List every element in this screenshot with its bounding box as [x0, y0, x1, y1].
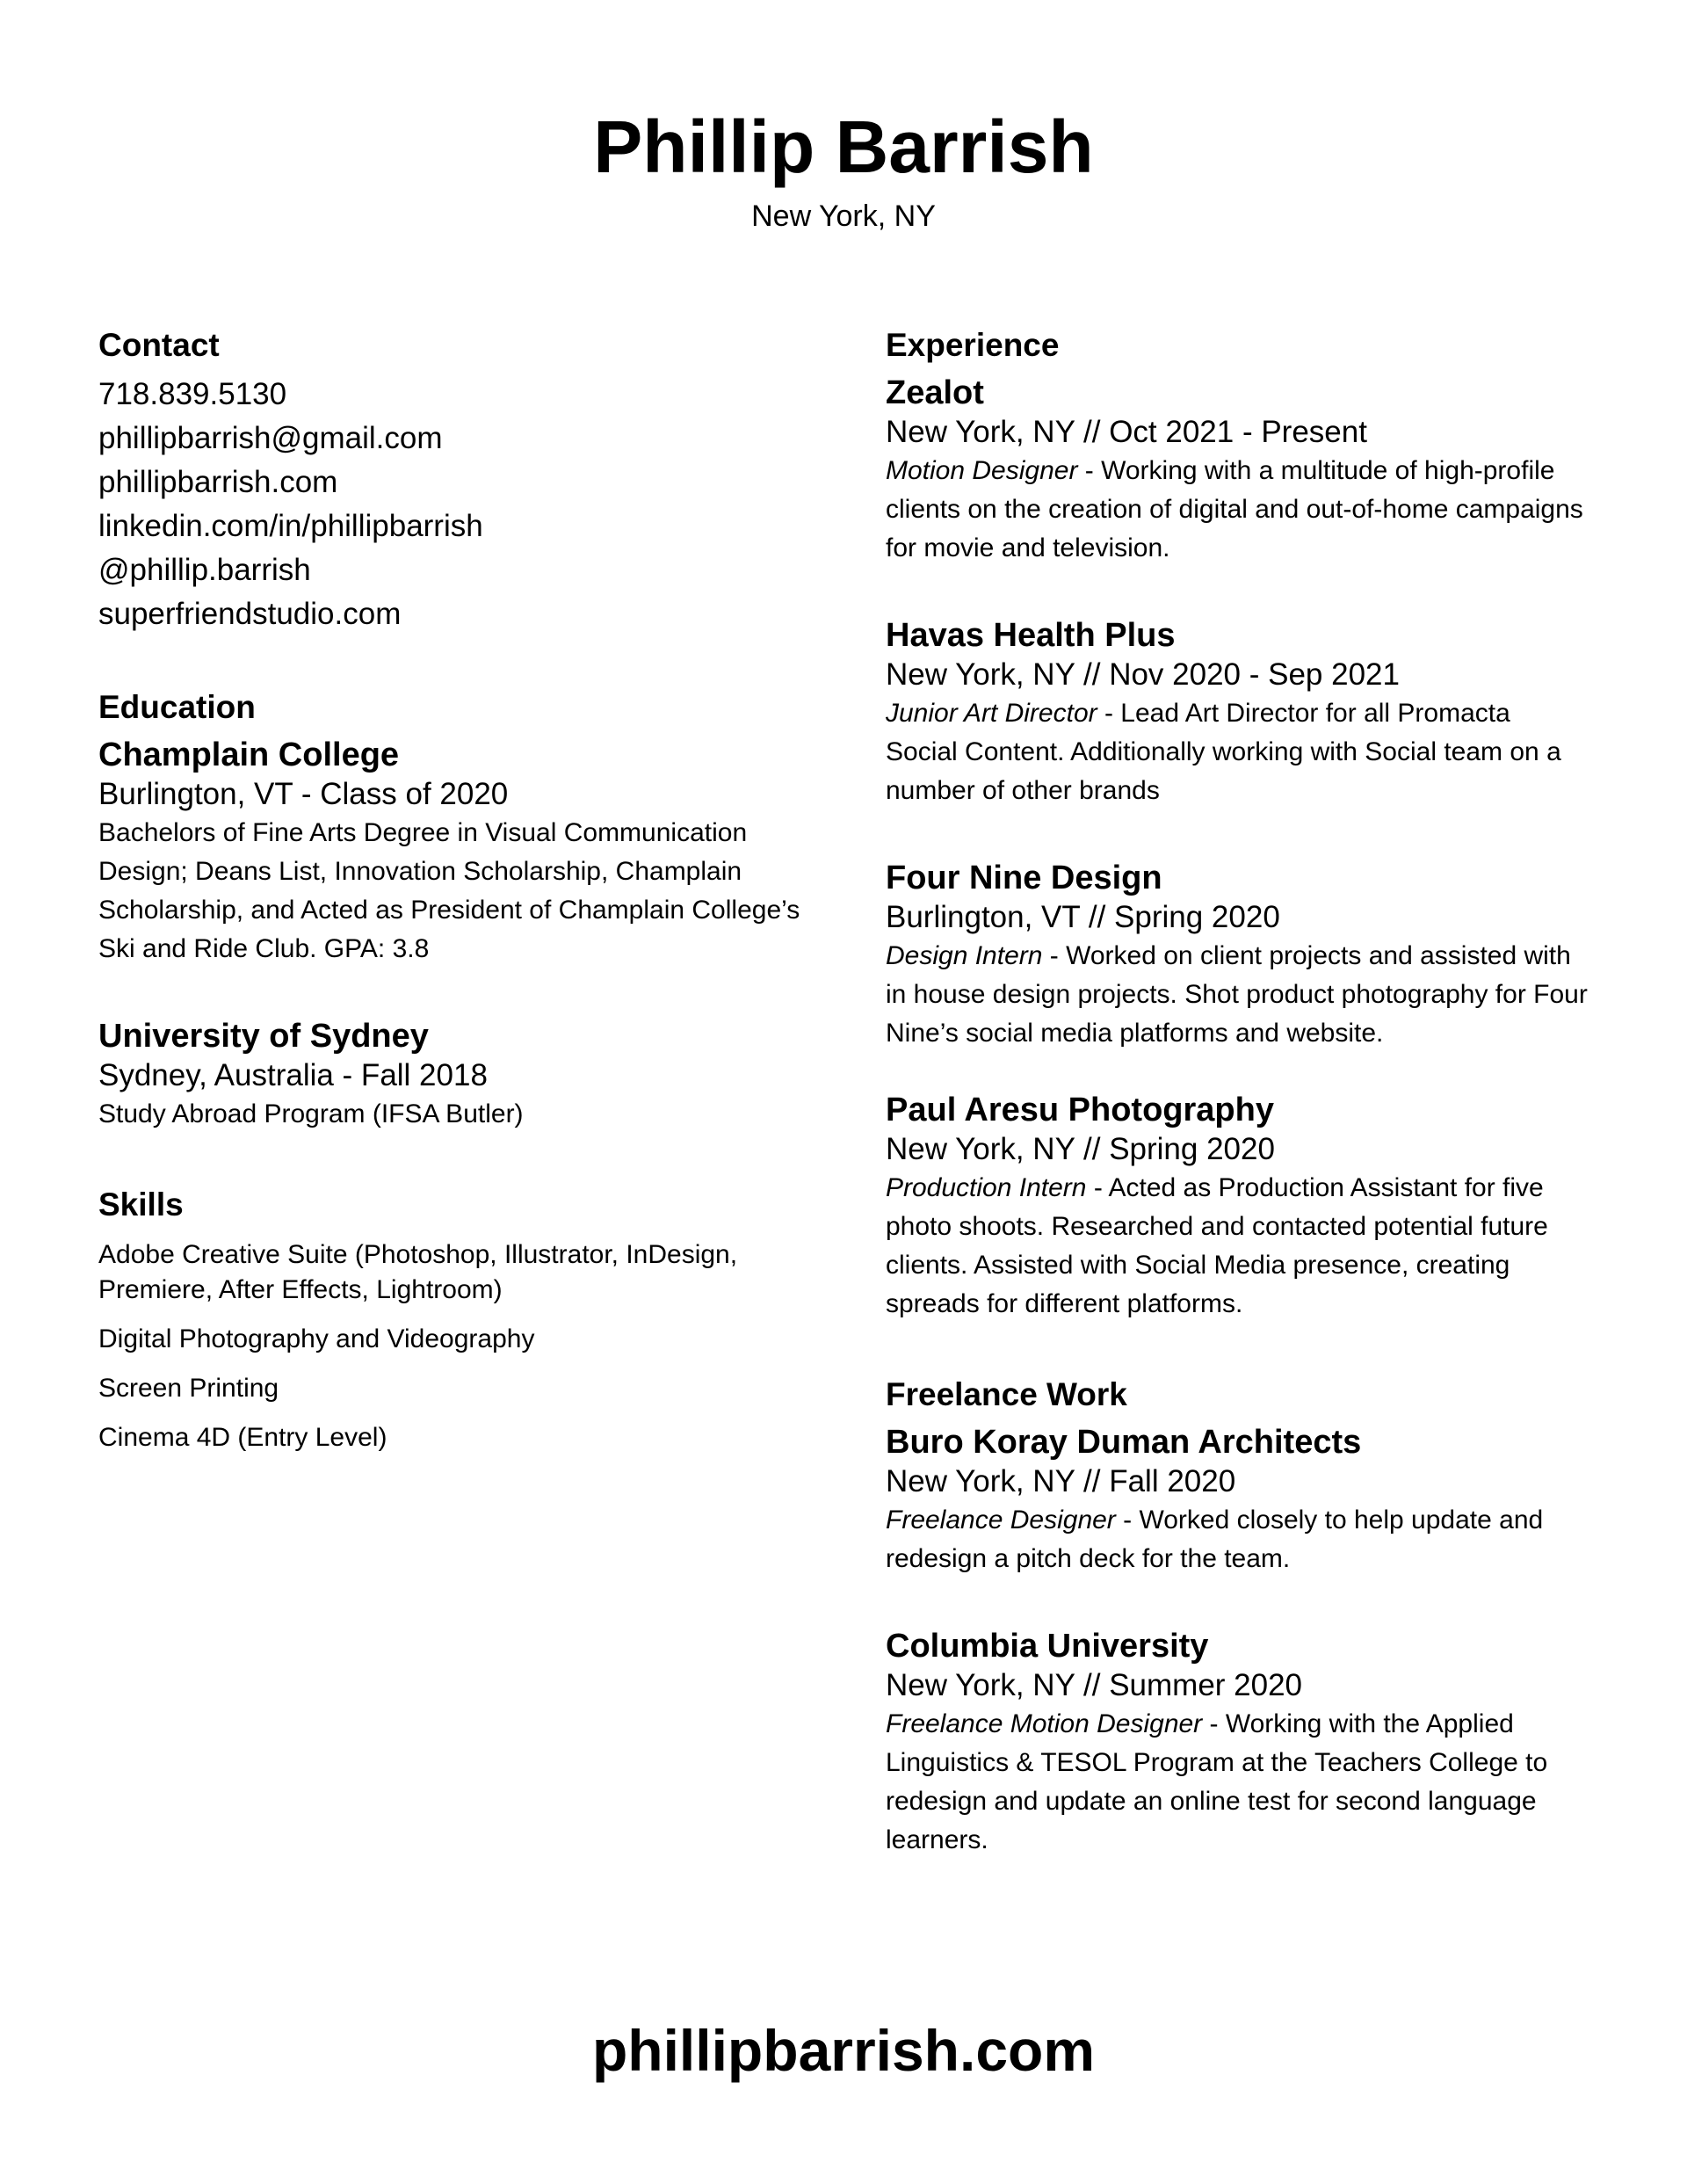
school-location-date: Sydney, Australia - Fall 2018 [98, 1058, 488, 1092]
contact-email: phillipbarrish@gmail.com [98, 421, 443, 455]
freelance-section [886, 1375, 1589, 1860]
contact-phone: 718.839.5130 [98, 377, 287, 411]
job-details: - Lead Art Director for all Promacta Social Content. Additionally working with Social team on a number of other brands [886, 699, 1561, 805]
right-column [886, 325, 1589, 1860]
job-role: Motion Designer [886, 456, 1078, 485]
job-role: Freelance Designer [886, 1506, 1116, 1535]
skill-item: Digital Photography and Videography [98, 1324, 535, 1353]
section-title-freelance: Freelance Work [886, 1376, 1127, 1412]
job-location-date: New York, NY // Spring 2020 [886, 1132, 1275, 1166]
contact-section [98, 325, 801, 636]
contact-studio-site: superfriendstudio.com [98, 597, 402, 631]
job-description [886, 937, 1589, 1053]
job-description [886, 694, 1589, 810]
candidate-location: New York, NY [751, 200, 936, 233]
company-name: Columbia University [886, 1628, 1209, 1665]
school-description: Study Abroad Program (IFSA Butler) [98, 1099, 524, 1128]
job-details: - Working with the Applied Linguistics & TESOL Program at the Teachers College to redesign and update an online test for second language learners. [886, 1709, 1548, 1854]
resume-header [0, 105, 1687, 233]
candidate-name: Phillip Barrish [593, 105, 1094, 188]
skill-item: Adobe Creative Suite (Photoshop, Illustrator, InDesign, Premiere, After Effects, Lightroom) [98, 1240, 738, 1304]
experience-entry [886, 858, 1589, 1053]
experience-entry [886, 373, 1589, 568]
job-location-date: New York, NY // Summer 2020 [886, 1668, 1303, 1702]
company-name: Buro Koray Duman Architects [886, 1424, 1362, 1461]
experience-entry [886, 615, 1589, 810]
job-details: - Worked closely to help update and redesign a pitch deck for the team. [886, 1506, 1544, 1573]
experience-section [886, 325, 1589, 1324]
job-description [886, 1705, 1589, 1860]
section-title-contact: Contact [98, 327, 220, 363]
contact-social-handle: @phillip.barrish [98, 553, 311, 587]
job-location-date: New York, NY // Nov 2020 - Sep 2021 [886, 657, 1400, 692]
job-role: Design Intern [886, 941, 1043, 970]
freelance-entry [886, 1626, 1589, 1860]
experience-entry [886, 1090, 1589, 1324]
company-name: Havas Health Plus [886, 617, 1176, 654]
skill-item: Screen Printing [98, 1374, 279, 1403]
job-details: - Working with a multitude of high-profile clients on the creation of digital and out-of-home campaigns for movie and television. [886, 456, 1583, 562]
school-description: Bachelors of Fine Arts Degree in Visual Communication Design; Deans List, Innovation Scholarship, Champlain Scholarship, and Acted as President of Champlain College’s Ski and Ride Club. GPA: 3.8 [98, 818, 800, 963]
freelance-entry [886, 1422, 1589, 1578]
section-title-skills: Skills [98, 1186, 184, 1223]
job-description [886, 1169, 1589, 1324]
job-role: Junior Art Director [886, 699, 1097, 728]
job-location-date: New York, NY // Fall 2020 [886, 1464, 1236, 1498]
company-name: Paul Aresu Photography [886, 1092, 1274, 1128]
section-title-education: Education [98, 689, 256, 725]
education-entry [98, 735, 801, 969]
school-location-date: Burlington, VT - Class of 2020 [98, 777, 509, 811]
section-title-experience: Experience [886, 327, 1060, 363]
contact-linkedin: linkedin.com/in/phillipbarrish [98, 509, 483, 543]
job-details: - Worked on client projects and assisted with in house design projects. Shot product photography for Four Nine’s social media platforms and website. [886, 941, 1588, 1048]
footer-website: phillipbarrish.com [591, 2018, 1096, 2083]
job-location-date: New York, NY // Oct 2021 - Present [886, 415, 1367, 449]
company-name: Four Nine Design [886, 860, 1162, 896]
job-details: - Acted as Production Assistant for five photo shoots. Researched and contacted potential future clients. Assisted with Social Media presence, creating spreads for different platforms. [886, 1173, 1548, 1318]
skill-item: Cinema 4D (Entry Level) [98, 1423, 387, 1452]
company-name: Zealot [886, 374, 984, 411]
contact-website: phillipbarrish.com [98, 465, 338, 499]
school-name: University of Sydney [98, 1018, 429, 1055]
job-role: Production Intern [886, 1173, 1087, 1202]
education-entry [98, 1016, 801, 1134]
left-column [98, 325, 801, 1469]
skills-section [98, 1185, 801, 1455]
job-description [886, 452, 1589, 568]
school-name: Champlain College [98, 736, 400, 773]
job-role: Freelance Motion Designer [886, 1709, 1203, 1738]
education-section [98, 687, 801, 1134]
job-location-date: Burlington, VT // Spring 2020 [886, 900, 1280, 934]
job-description [886, 1501, 1589, 1578]
